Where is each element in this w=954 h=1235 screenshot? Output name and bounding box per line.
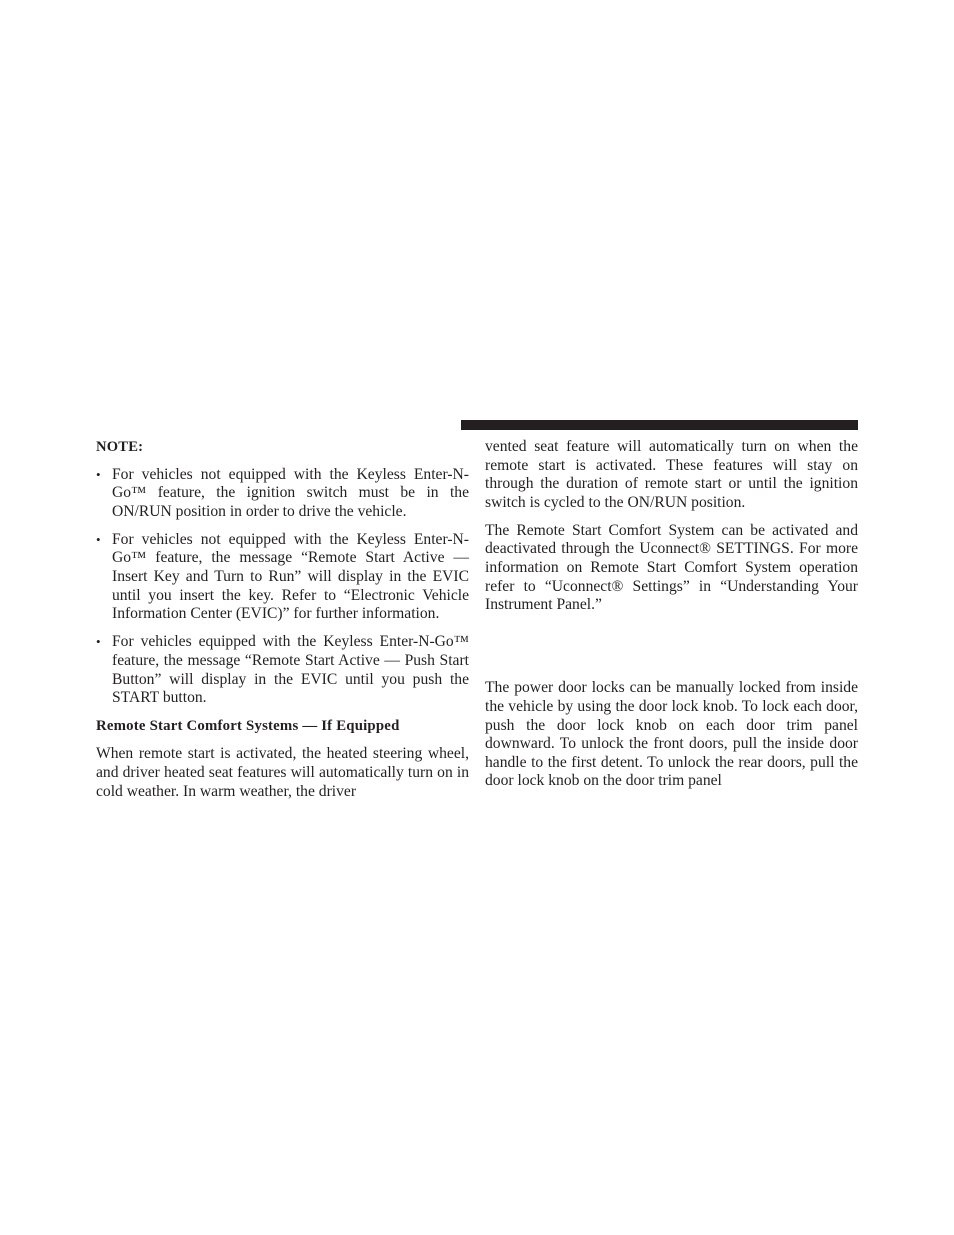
body-paragraph-uconnect: The Remote Start Comfort System can be activated and deactivated through the Uconnect® SETTINGS. For more information on Remote Start Comfort System operation refer to “Uconnect® Settings” in “Understanding Your Instrument Panel.” (485, 521, 858, 614)
body-paragraph-door-locks: The power door locks can be manually locked from inside the vehicle by using the door lock knob. To lock each door, push the door lock knob on each door trim panel downward. To unlock the front doors, pull the inside door handle to the first detent. To unlock the rear doors, pull the door lock knob on the door trim panel (485, 679, 858, 790)
note-label: NOTE: (96, 439, 144, 455)
bullet-text: For vehicles not equipped with the Keyless Enter-N-Go™ feature, the ignition switch must be in the ON/RUN position in order to drive the vehicle. (112, 465, 469, 520)
list-item (96, 466, 469, 522)
section-gap (485, 624, 858, 679)
note-bullet-list (96, 466, 469, 708)
left-column (96, 438, 469, 811)
list-item (96, 531, 469, 624)
list-item (96, 633, 469, 707)
body-paragraph-continued: vented seat feature will automatically turn on when the remote start is activated. These features will stay on through the duration of remote start or until the ignition switch is cycled to the ON/RUN position. (485, 438, 858, 511)
body-paragraph: When remote start is activated, the heated steering wheel, and driver heated seat features will automatically turn on in cold weather. In warm weather, the driver (96, 745, 469, 800)
subheading-remote-start-comfort: Remote Start Comfort Systems — If Equipped (96, 718, 400, 735)
section-header-rule (461, 420, 858, 430)
bullet-icon: • (96, 634, 101, 650)
bullet-icon: • (96, 531, 101, 547)
bullet-text: For vehicles not equipped with the Keyless Enter-N-Go™ feature, the message “Remote Start Active — Insert Key and Turn to Run” will display in the EVIC until you insert the key. Refer to “Electronic Vehicle Information Center (EVIC)” for further information. (112, 530, 469, 623)
bullet-icon: • (96, 466, 101, 482)
right-column (485, 438, 858, 800)
bullet-text: For vehicles equipped with the Keyless Enter-N-Go™ feature, the message “Remote Start Active — Push Start Button” will display in the EVIC until you push the START button. (112, 633, 469, 707)
